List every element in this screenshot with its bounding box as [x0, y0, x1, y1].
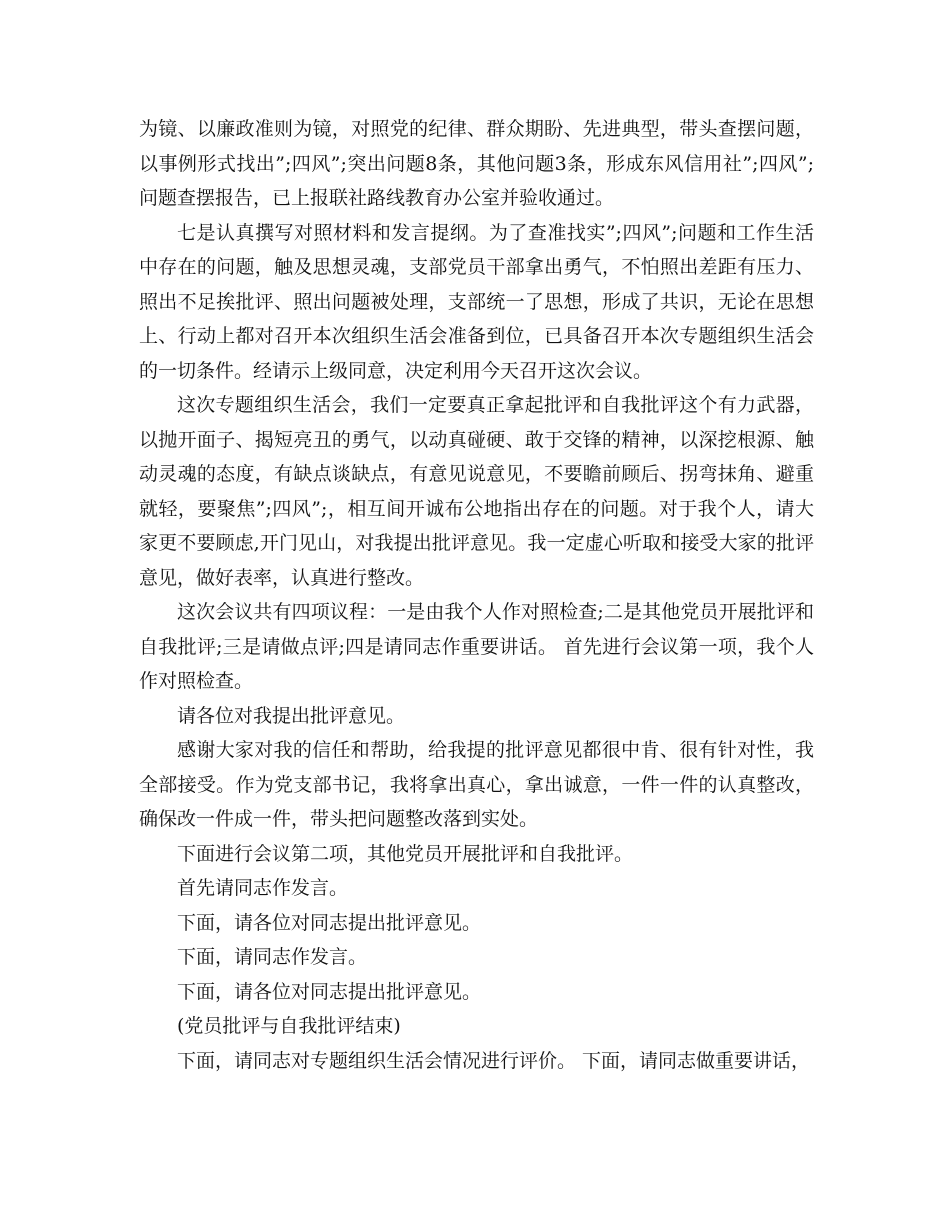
paragraph-3: 这次专题组织生活会，我们一定要真正拿起批评和自我批评这个有力武器，以抛开面子、揭短亮丑的勇气，以动真碰硬、敢于交锋的精神，以深挖根源、触动灵魂的态度，有缺点谈缺点，有意见说意见，不要瞻前顾后、拐弯抹角、避重就轻，要聚焦”;四风”;，相互间开诚布公地指出存在的问题。对于我个人，请大家更不要顾虑,开门见山，对我提出批评意见。我一定虚心听取和接受大家的批评意见，做好表率，认真进行整改。 — [139, 394, 814, 589]
paragraph-7: 下面进行会议第二项，其他党员开展批评和自我批评。 — [177, 842, 634, 865]
paragraph-13: 下面，请同志对专题组织生活会情况进行评价。 下面，请同志做重要讲话， — [177, 1049, 811, 1072]
paragraph-1: 为镜、以廉政准则为镜，对照党的纪律、群众期盼、先进典型，带头查摆问题，以事例形式找出”;四风”;突出问题8条，其他问题3条，形成东风信用社”;四风”;问题查摆报告，已上报联社路线教育办公室并验收通过。 — [139, 118, 814, 209]
paragraph-5: 请各位对我提出批评意见。 — [177, 704, 406, 727]
paragraph-10: 下面，请同志作发言。 — [177, 946, 368, 968]
document-body — [139, 112, 814, 1078]
paragraph-9: 下面，请各位对同志提出批评意见。 — [177, 911, 482, 934]
paragraph-12: (党员批评与自我批评结束) — [177, 1015, 401, 1037]
paragraph-4: 这次会议共有四项议程：一是由我个人作对照检查;二是其他党员开展批评和自我批评;三是请做点评;四是请同志作重要讲话。 首先进行会议第一项，我个人作对照检查。 — [139, 601, 814, 692]
paragraph-6: 感谢大家对我的信任和帮助，给我提的批评意见都很中肯、很有针对性，我全部接受。作为党支部书记，我将拿出真心，拿出诚意，一件一件的认真整改，确保改一件成一件，带头把问题整改落到实处。 — [139, 739, 814, 830]
paragraph-11: 下面，请各位对同志提出批评意见。 — [177, 980, 482, 1003]
paragraph-2: 七是认真撰写对照材料和发言提纲。为了查准找实”;四风”;问题和工作生活中存在的问题，触及思想灵魂，支部党员干部拿出勇气，不怕照出差距有压力、照出不足挨批评、照出问题被处理，支部统一了思想，形成了共识，无论在思想上、行动上都对召开本次组织生活会准备到位，已具备召开本次专题组织生活会的一切条件。经请示上级同意，决定利用今天召开这次会议。 — [139, 221, 814, 382]
paragraph-8: 首先请同志作发言。 — [177, 877, 349, 899]
